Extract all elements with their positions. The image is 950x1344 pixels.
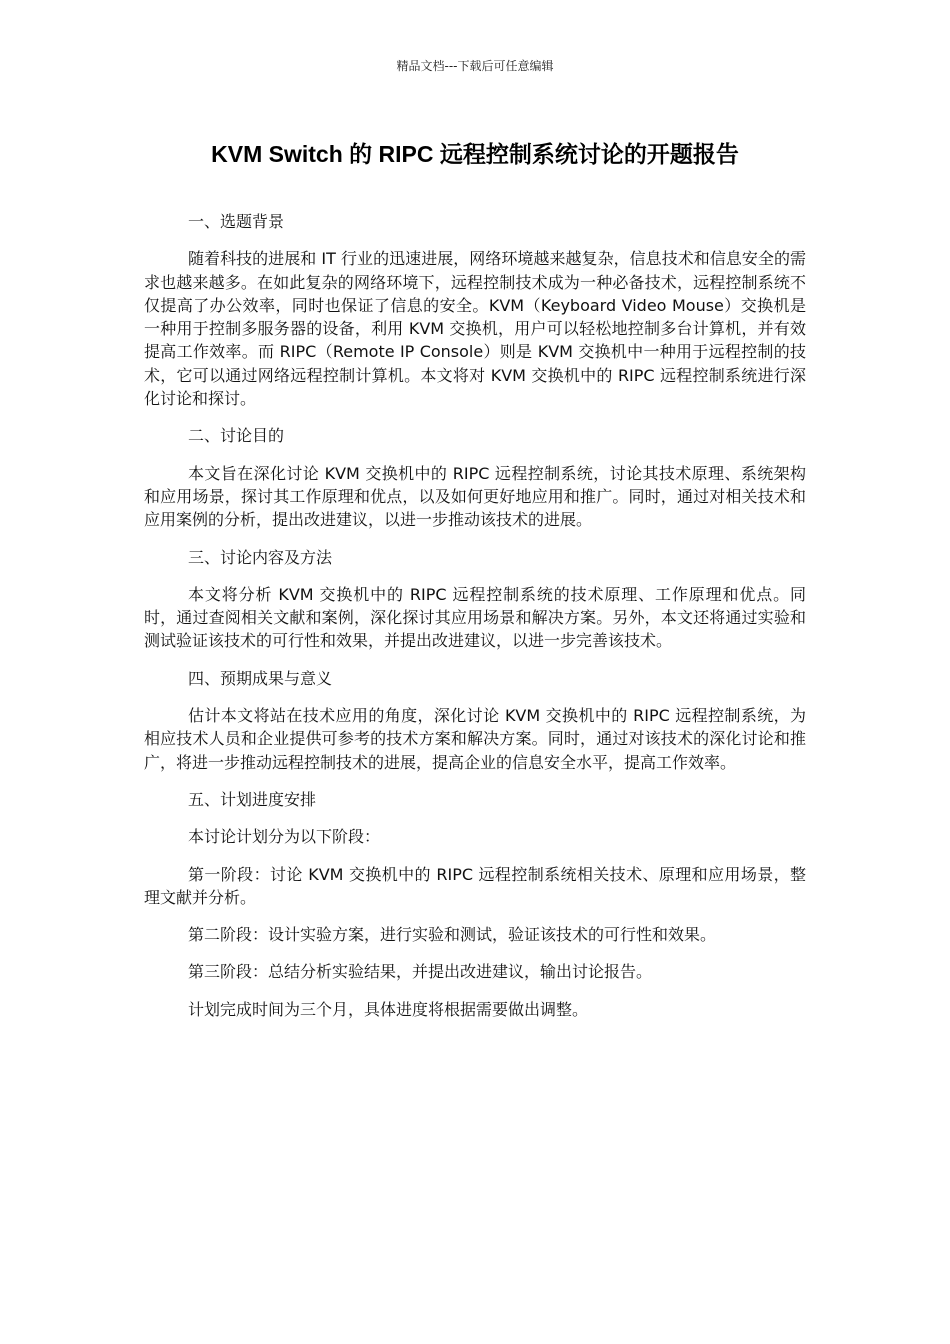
paragraph: 本文旨在深化讨论 KVM 交换机中的 RIPC 远程控制系统，讨论其技术原理、系统架构和应用场景，探讨其工作原理和优点，以及如何更好地应用和推广。同时，通过对相关技术和应用案例的分析，提出改进建议，以进一步推动该技术的进展。 <box>144 463 806 530</box>
section-heading: 三、讨论内容及方法 <box>188 547 333 567</box>
paragraph: 第二阶段：设计实验方案，进行实验和测试，验证该技术的可行性和效果。 <box>188 925 717 945</box>
section-content-method <box>144 546 806 653</box>
section-heading: 四、预期成果与意义 <box>188 668 333 688</box>
section-heading: 一、选题背景 <box>188 212 285 231</box>
section-schedule <box>144 788 806 1021</box>
paragraph: 本讨论计划分为以下阶段： <box>188 827 381 847</box>
paragraph: 第三阶段：总结分析实验结果，并提出改进建议，输出讨论报告。 <box>188 962 653 982</box>
paragraph: 本文将分析 KVM 交换机中的 RIPC 远程控制系统的技术原理、工作原理和优点。同时，通过查阅相关文献和案例，深化探讨其应用场景和解决方案。另外，本文还将通过实验和测试验证该技术的可行性和效果，并提出改进建议，以进一步完善该技术。 <box>144 584 806 651</box>
paragraph: 估计本文将站在技术应用的角度，深化讨论 KVM 交换机中的 RIPC 远程控制系统，为相应技术人员和企业提供可参考的技术方案和解决方案。同时，通过对该技术的深化讨论和推广，将进一步推动远程控制技术的进展，提高企业的信息安全水平，提高工作效率。 <box>144 706 806 772</box>
document-body <box>144 210 806 1035</box>
section-expected-results <box>144 667 806 774</box>
section-heading: 五、计划进度安排 <box>188 789 317 809</box>
paragraph: 计划完成时间为三个月，具体进度将根据需要做出调整。 <box>188 999 589 1019</box>
section-heading: 二、讨论目的 <box>188 426 285 446</box>
document-title: KVM Switch 的 RIPC 远程控制系统讨论的开题报告 <box>211 141 739 167</box>
paragraph: 随着科技的进展和 IT 行业的迅速进展，网络环境越来越复杂，信息技术和信息安全的需求也越来越多。在如此复杂的网络环境下，远程控制技术成为一种必备技术，远程控制系统不仅提高了办公效率，同时也保证了信息的安全。KVM（Keyboard Video Mouse）交换机是一种用于控制多服务器的设备，利用 KVM 交换机，用户可以轻松地控制多台计算机，并有效提高工作效率。而 RIPC（Remote IP Console）则是 KVM 交换机中一种用于远程控制的技术，它可以通过网络远程控制计算机。本文将对 KVM 交换机中的 RIPC 远程控制系统进行深化讨论和探讨。 <box>144 249 806 409</box>
page-header-watermark: 精品文档---下载后可任意编辑 <box>396 59 554 73</box>
section-background <box>144 210 806 410</box>
section-purpose <box>144 424 806 531</box>
paragraph: 第一阶段：讨论 KVM 交换机中的 RIPC 远程控制系统相关技术、原理和应用场景，整理文献并分析。 <box>144 864 806 907</box>
